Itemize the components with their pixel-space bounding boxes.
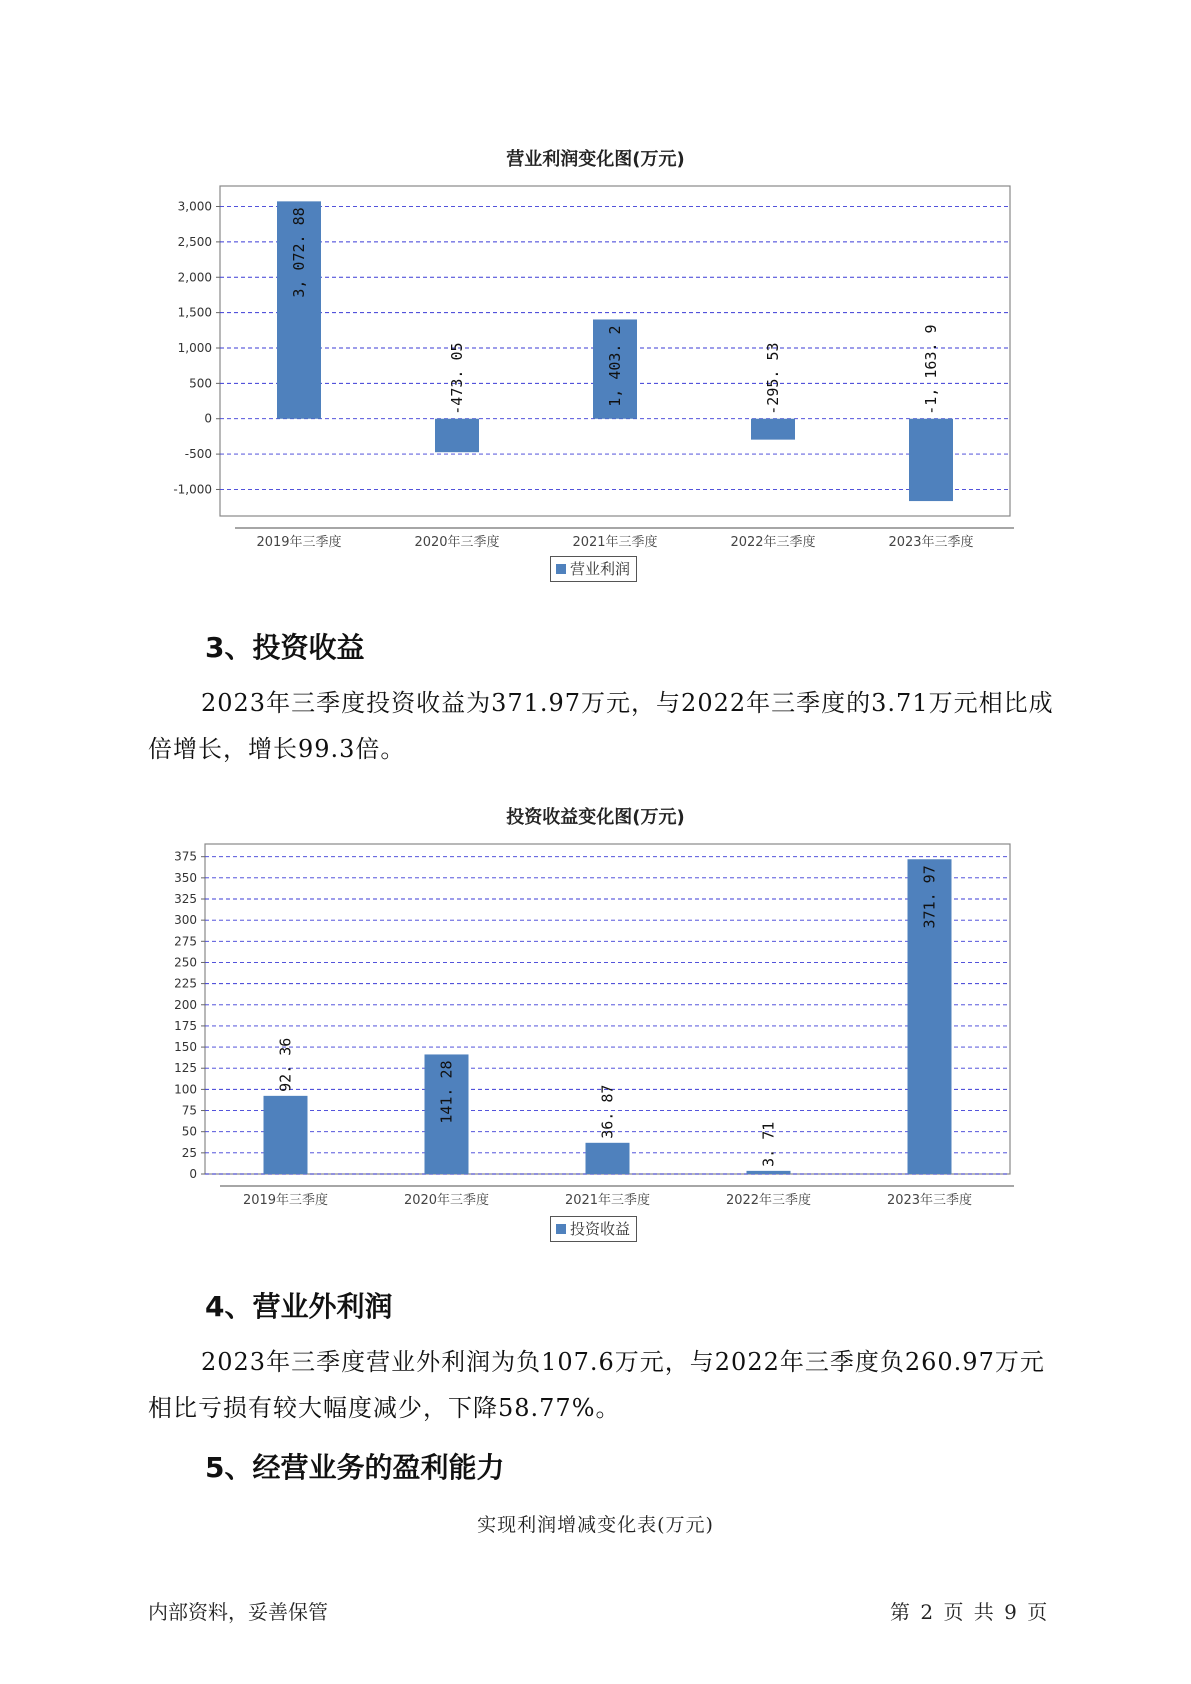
y-tick-label: 225 <box>174 976 197 991</box>
chart2-legend <box>550 1216 637 1242</box>
y-tick-label: 1,000 <box>177 340 212 355</box>
y-tick-label: 375 <box>174 849 197 864</box>
data-label: 92. 36 <box>276 1037 295 1092</box>
section5-heading: 5、经营业务的盈利能力 <box>205 1451 505 1484</box>
data-label: 1, 403. 2 <box>606 325 624 407</box>
y-tick-label: 500 <box>189 376 212 391</box>
legend-swatch <box>556 1224 566 1234</box>
chart1-title: 营业利润变化图(万元) <box>506 149 685 170</box>
y-tick-label: 2,500 <box>177 234 212 249</box>
y-tick-label: 75 <box>181 1103 197 1118</box>
y-tick-label: 250 <box>174 955 197 970</box>
y-tick-label: 0 <box>204 411 212 426</box>
y-tick-label: 275 <box>174 934 197 949</box>
bar-2023年三季度 <box>909 419 953 501</box>
section3-paragraph: 2023年三季度投资收益为371.97万元，与2022年三季度的3.71万元相比成倍增长，增长99.3倍。 <box>148 689 1054 763</box>
y-tick-label: 350 <box>174 870 197 885</box>
x-tick-label: 2019年三季度 <box>256 535 342 550</box>
bar-2021年三季度 <box>586 1143 630 1174</box>
x-tick-label: 2020年三季度 <box>403 1193 490 1208</box>
x-tick-label: 2021年三季度 <box>564 1193 651 1208</box>
chart1-legend-label: 营业利润 <box>570 560 631 578</box>
data-label: 3, 072. 88 <box>290 207 308 298</box>
chart1-legend <box>550 556 637 582</box>
data-label: 141. 28 <box>437 1060 456 1124</box>
y-tick-label: 300 <box>174 913 197 928</box>
legend-swatch <box>556 564 566 574</box>
y-tick-label: -1,000 <box>173 482 212 497</box>
x-tick-label: 2023年三季度 <box>886 1193 973 1208</box>
y-tick-label: 1,500 <box>177 305 212 320</box>
x-tick-label: 2019年三季度 <box>242 1193 329 1208</box>
data-label: 3. 71 <box>759 1121 778 1167</box>
y-tick-label: 325 <box>174 892 197 906</box>
y-tick-label: -500 <box>184 447 212 462</box>
data-label: -295. 53 <box>764 342 782 415</box>
y-tick-label: 150 <box>174 1040 197 1055</box>
data-label: -1, 163. 9 <box>922 324 940 415</box>
footer-confidential-note: 内部资料，妥善保管 <box>148 1600 328 1624</box>
y-tick-label: 125 <box>174 1061 197 1076</box>
chart2-legend-label: 投资收益 <box>570 1220 631 1238</box>
y-tick-label: 200 <box>174 997 197 1012</box>
y-tick-label: 3,000 <box>177 199 212 214</box>
bar-2022年三季度 <box>751 419 795 440</box>
x-tick-label: 2021年三季度 <box>572 535 658 550</box>
bar-2020年三季度 <box>435 419 479 452</box>
data-label: 36. 87 <box>598 1084 617 1139</box>
y-tick-label: 25 <box>181 1145 197 1160</box>
section4-paragraph: 2023年三季度营业外利润为负107.6万元，与2022年三季度负260.97万元相比亏损有较大幅度减少，下降58.77%。 <box>148 1348 1045 1422</box>
section3-heading: 3、投资收益 <box>205 631 365 664</box>
bar-2022年三季度 <box>747 1171 791 1174</box>
y-tick-label: 50 <box>181 1124 197 1139</box>
section4-heading: 4、营业外利润 <box>205 1290 393 1323</box>
footer-page-number: 第 2 页 共 9 页 <box>890 1600 1048 1624</box>
y-tick-label: 0 <box>189 1167 197 1181</box>
data-label: -473. 05 <box>448 342 466 415</box>
chart2-title: 投资收益变化图(万元) <box>506 807 685 828</box>
x-tick-label: 2022年三季度 <box>725 1193 812 1208</box>
x-tick-label: 2022年三季度 <box>730 535 816 550</box>
profit-change-table-caption: 实现利润增减变化表(万元) <box>477 1514 714 1536</box>
bar-2019年三季度 <box>264 1096 308 1174</box>
y-tick-label: 100 <box>174 1082 197 1097</box>
operating-profit-chart <box>0 180 1191 600</box>
y-tick-label: 2,000 <box>177 270 212 285</box>
investment-income-chart <box>0 836 1191 1216</box>
data-label: 371. 97 <box>920 865 939 929</box>
y-tick-label: 175 <box>174 1018 197 1033</box>
x-tick-label: 2023年三季度 <box>888 535 974 550</box>
x-tick-label: 2020年三季度 <box>414 535 500 550</box>
